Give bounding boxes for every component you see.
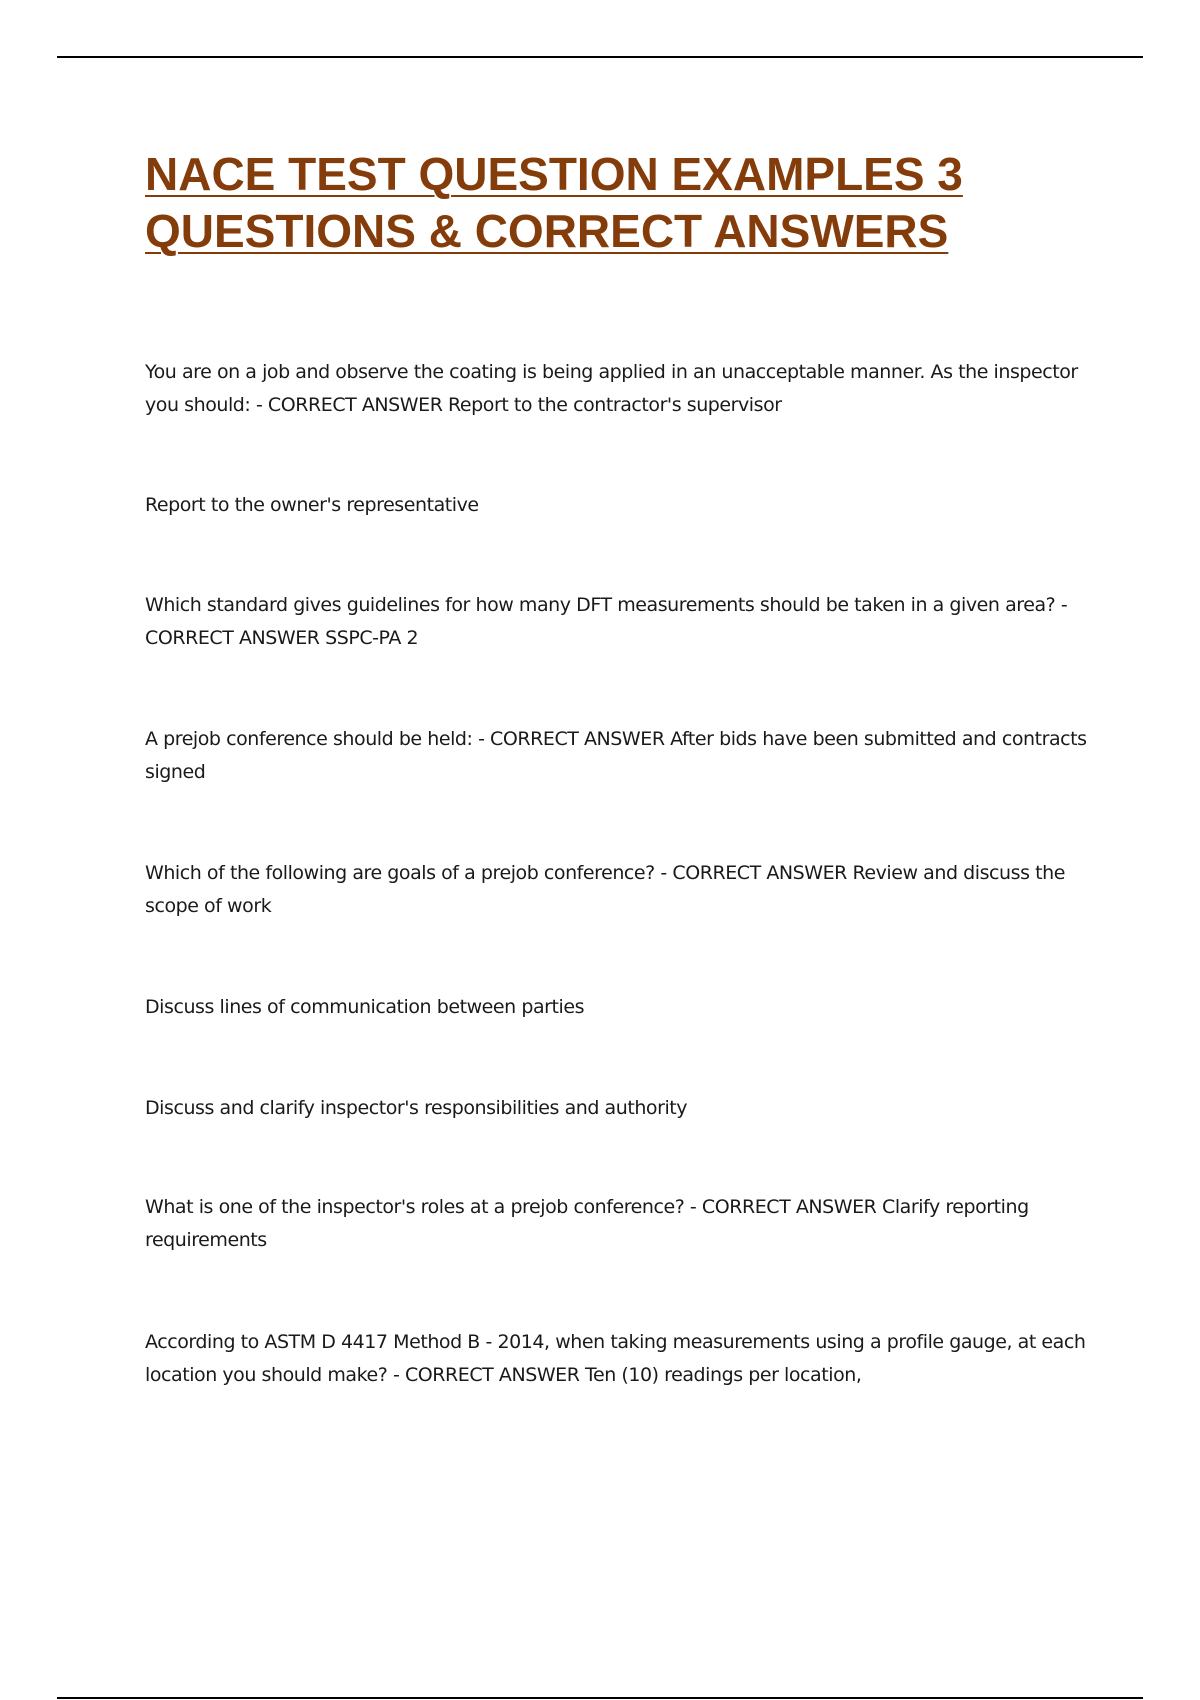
bottom-rule — [57, 1697, 1143, 1699]
answer-paragraph-2: Report to the owner's representative — [145, 494, 479, 516]
question-paragraph-9: According to ASTM D 4417 Method B - 2014, when taking measurements using a profile gauge, at each location you should make? - CORRECT ANSWER Ten (10) readings per location, — [145, 1331, 1086, 1386]
answer-paragraph-7: Discuss and clarify inspector's responsibilities and authority — [145, 1097, 688, 1119]
question-paragraph-1: You are on a job and observe the coating is being applied in an unacceptable manner. As the inspector you should: - CORRECT ANSWER Report to the contractor's supervisor — [145, 361, 1078, 416]
question-paragraph-5: Which of the following are goals of a prejob conference? - CORRECT ANSWER Review and discuss the scope of work — [145, 862, 1065, 917]
question-paragraph-3: Which standard gives guidelines for how many DFT measurements should be taken in a given area? - CORRECT ANSWER SSPC-PA 2 — [145, 594, 1068, 649]
question-paragraph-4: A prejob conference should be held: - CORRECT ANSWER After bids have been submitted and contracts signed — [145, 728, 1087, 783]
title-line-2: QUESTIONS & CORRECT ANSWERS — [145, 205, 949, 257]
title-line-1: NACE TEST QUESTION EXAMPLES 3 — [145, 148, 963, 200]
question-paragraph-8: What is one of the inspector's roles at a prejob conference? - CORRECT ANSWER Clarify reporting requirements — [145, 1196, 1029, 1251]
document-title — [145, 146, 1105, 260]
top-rule — [57, 56, 1143, 58]
answer-paragraph-6: Discuss lines of communication between parties — [145, 996, 585, 1018]
